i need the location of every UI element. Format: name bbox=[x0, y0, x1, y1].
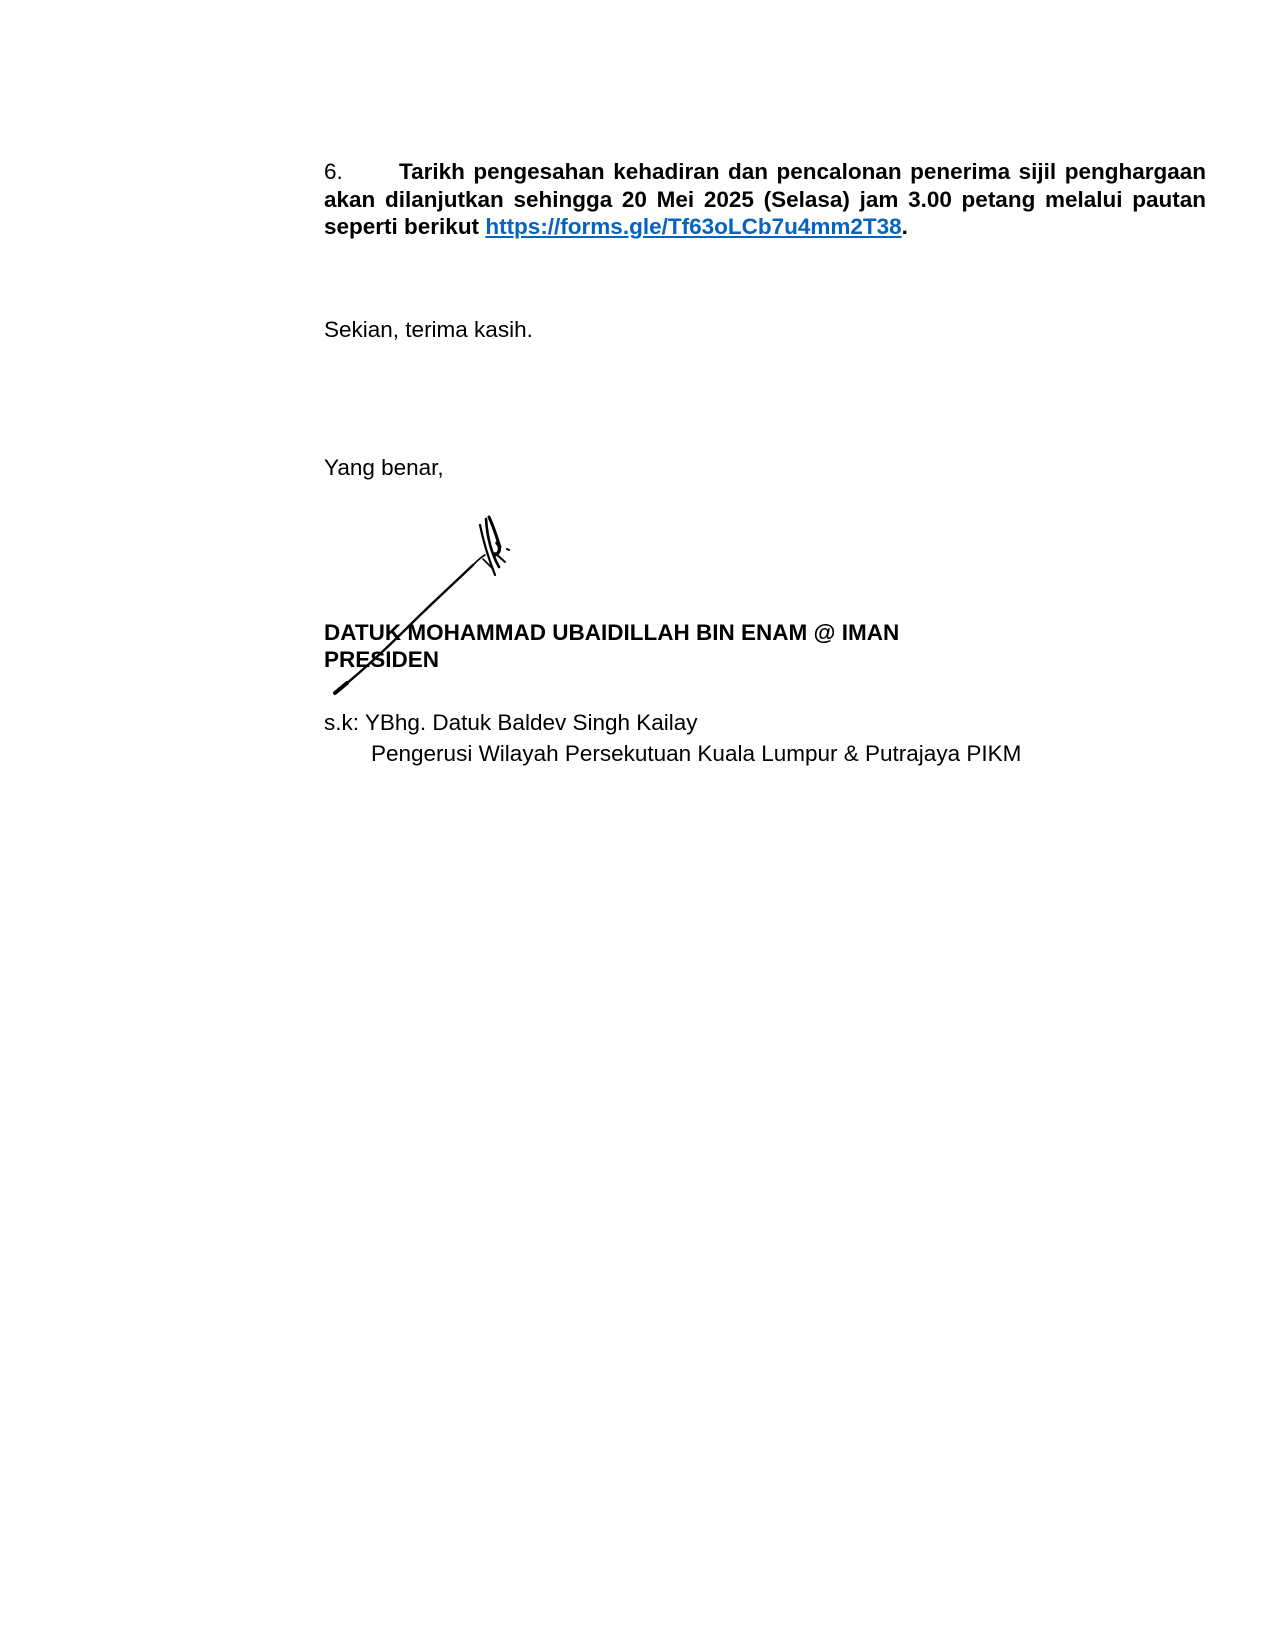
paragraph-6 bbox=[324, 158, 1206, 241]
signatory-name: DATUK MOHAMMAD UBAIDILLAH BIN ENAM @ IMAN bbox=[324, 620, 900, 645]
paragraph-6-text: Tarikh pengesahan kehadiran dan pencalonan penerima sijil penghargaan akan dilanjutkan sehingga 20 Mei 2025 (Selasa) jam 3.00 petang melalui pautan seperti berikut bbox=[324, 159, 1206, 239]
paragraph-number: 6. bbox=[324, 159, 343, 184]
valediction: Yang benar, bbox=[324, 455, 444, 480]
closing-text: Sekian, terima kasih. bbox=[324, 317, 533, 342]
paragraph-6-end: . bbox=[901, 214, 908, 239]
form-link[interactable]: https://forms.gle/Tf63oLCb7u4mm2T38 bbox=[485, 214, 902, 239]
handwritten-signature bbox=[325, 505, 525, 700]
signatory-title: PRESIDEN bbox=[324, 647, 440, 672]
cc-recipient-position: Pengerusi Wilayah Persekutuan Kuala Lumpur & Putrajaya PIKM bbox=[371, 741, 1022, 766]
cc-recipient: s.k: YBhg. Datuk Baldev Singh Kailay bbox=[324, 710, 698, 735]
